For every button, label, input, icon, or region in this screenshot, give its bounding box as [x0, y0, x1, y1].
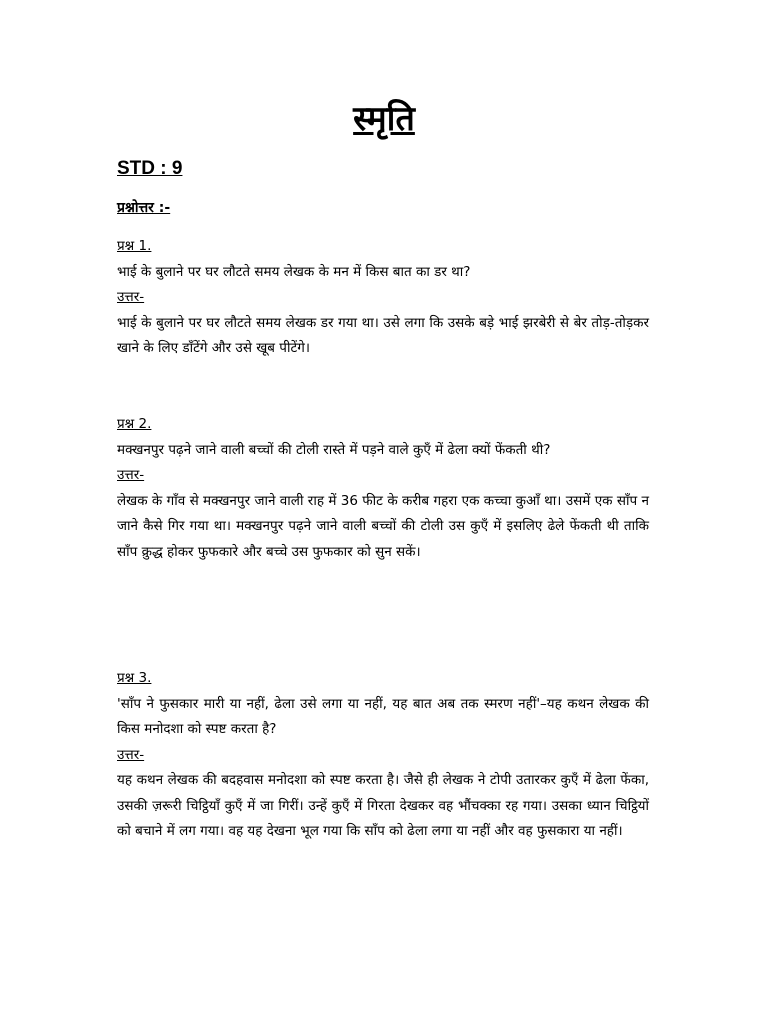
page-title: स्मृति: [353, 99, 415, 139]
question-label: प्रश्न 3.: [117, 670, 152, 686]
question-text: 'साँप ने फुसकार मारी या नहीं, ढेला उसे लगा या नहीं, यह बात अब तक स्मरण नहीं'–यह कथन लेखक की किस मनोदशा को स्पष्ट करता है?: [117, 695, 649, 737]
question-text: मक्खनपुर पढ़ने जाने वाली बच्चों की टोली रास्ते में पड़ने वाले कुएँ में ढेला क्यों फेंकती थी?: [117, 441, 551, 458]
question-block-2: [117, 412, 649, 565]
question-text: भाई के बुलाने पर घर लौटते समय लेखक के मन में किस बात का डर था?: [117, 263, 471, 280]
answer-text: भाई के बुलाने पर घर लौटते समय लेखक डर गया था। उसे लगा कि उसके बड़े भाई झरबेरी से बेर तोड़-तोड़कर खाने के लिए डाँटेंगे और उसे खूब पीटेंगे।: [117, 314, 649, 356]
class-label: STD : 9: [117, 158, 183, 179]
answer-text: यह कथन लेखक की बदहवास मनोदशा को स्पष्ट करता है। जैसे ही लेखक ने टोपी उतारकर कुएँ में ढेला फेंका, उसकी ज़रूरी चिट्ठियाँ कुएँ में जा गिरीं। उन्हें कुएँ में गिरता देखकर वह भौंचक्का रह गया। उसका ध्यान चिट्ठियों को बचाने में लग गया। वह यह देखना भूल गया कि साँप को ढेला लगा या नहीं और वह फुसकारा या नहीं।: [117, 772, 649, 839]
section-heading: प्रश्नोत्तर :-: [117, 200, 171, 216]
answer-label: उत्तर-: [117, 289, 145, 305]
question-block-1: [117, 234, 649, 362]
question-label: प्रश्न 2.: [117, 416, 152, 432]
answer-label: उत्तर-: [117, 467, 145, 483]
question-label: प्रश्न 1.: [117, 238, 152, 254]
answer-label: उत्तर-: [117, 746, 145, 763]
question-block-3: [117, 666, 649, 845]
answer-text: लेखक के गाँव से मक्खनपुर जाने वाली राह में 36 फीट के करीब गहरा एक कच्चा कुआँ था। उसमें एक साँप न जाने कैसे गिर गया था। मक्खनपुर पढ़ने जाने वाली बच्चों की टोली उस कुएँ में इसलिए ढेले फेंकती थी ताकि साँप क्रुद्ध होकर फुफकारे और बच्चे उस फुफकार को सुन सकें।: [117, 492, 649, 560]
